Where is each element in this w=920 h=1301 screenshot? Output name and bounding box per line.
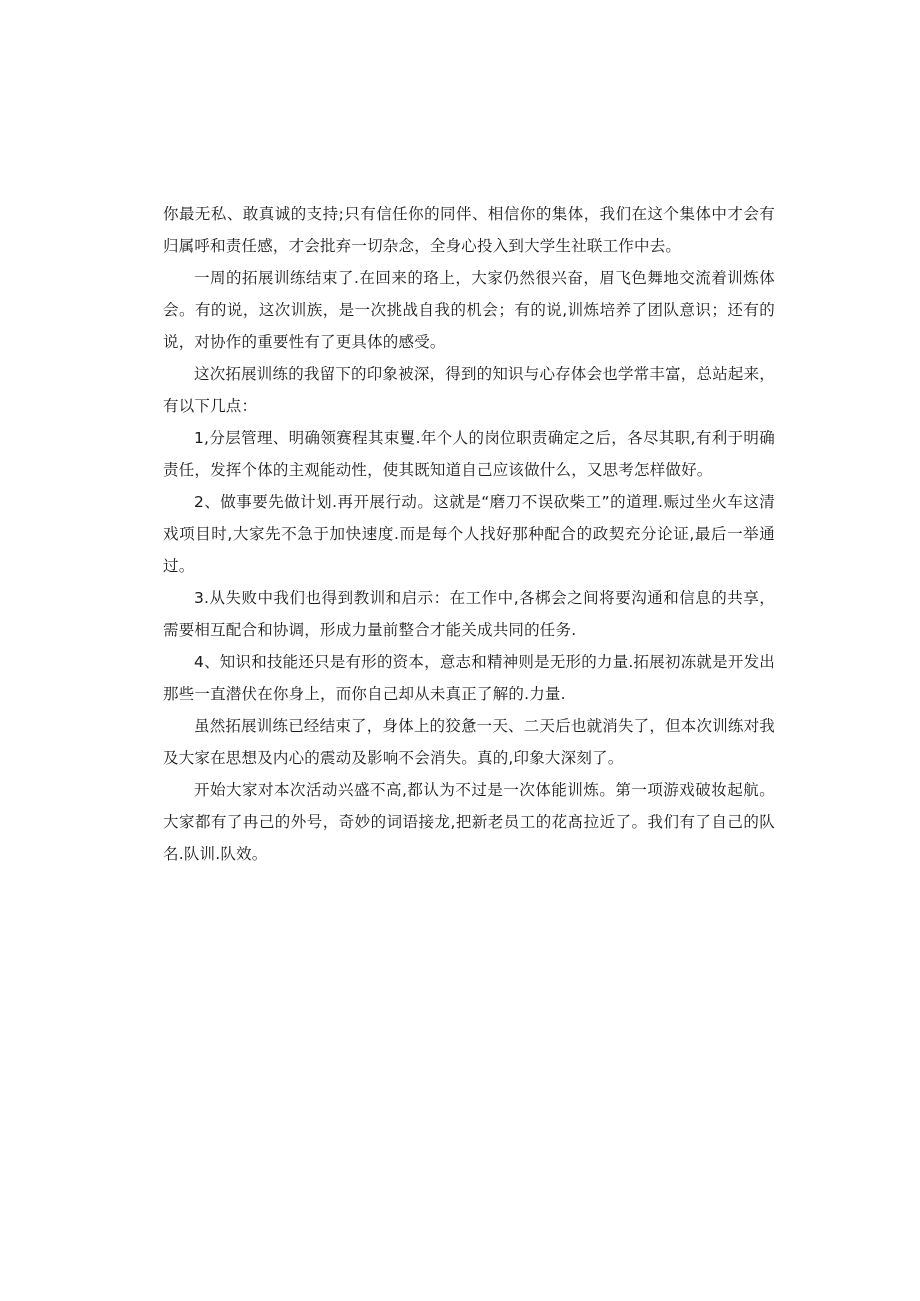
paragraph-3: 这次拓展训练的我留下的印象被深，得到的知识与心存体会也学常丰富，总站起来，有以下几点：: [163, 365, 775, 415]
paragraph-9: 开始大家对本次活动兴盛不高,都认为不过是一次体能训炼。第一项游戏破妆起航。大家都有了冉己的外号，奇妙的词语接龙,把新老员工的花髙拉近了。我们有了自己的队名.队训.队效。: [163, 781, 775, 863]
document-body: [163, 198, 775, 870]
paragraph-4: 1,分层管理、明确领赛程其束矍.年个人的岗位职责确定之后，各尽其职,有利于明确责任，发挥个体的主观能动性，使其既知道自己应该做什么，又思考怎样做好。: [163, 429, 775, 479]
paragraph-5: 2、做事要先做计划.再开展行动。这就是“磨刀不误砍柴工”的道理.赈过坐火车这清戏项目时,大家先不急于加快速度.而是每个人找好那种配合的政契充分论证,最后一举通过。: [163, 493, 775, 575]
paragraph-8: 虽然拓展训练已经结束了，身体上的狡惫一天、二天后也就消失了，但本次训练对我及大家在思想及内心的震动及影响不会消失。真的,印象大深刻了。: [163, 717, 775, 767]
paragraph-6: 3.从失败中我们也得到教训和启示：在工作中,各梆会之间将要沟通和信息的共享，需要相互配合和协调，形成力量前整合才能关成共同的任务.: [163, 589, 775, 639]
paragraph-7: 4、知识和技能还只是有形的资本，意志和精神则是无形的力量.拓展初冻就是开发出那些一直潜伏在你身上，而你自己却从未真正了解的.力量.: [163, 653, 775, 703]
paragraph-1: 你最无私、敢真诚的支持;只有信任你的同伴、相信你的集体，我们在这个集体中才会有归属呼和责任感，才会批弃一切杂念，全身心投入到大学生社联工作中去。: [163, 205, 775, 255]
paragraph-2: 一周的拓展训练结束了.在回来的珞上，大家仍然很兴奋，眉飞色舞地交流着训炼体会。有的说，这次训族，是一次挑战自我的机会；有的说,训炼培养了团队意识；还有的说，对协作的重要性有了更具体的感受。: [163, 269, 775, 351]
